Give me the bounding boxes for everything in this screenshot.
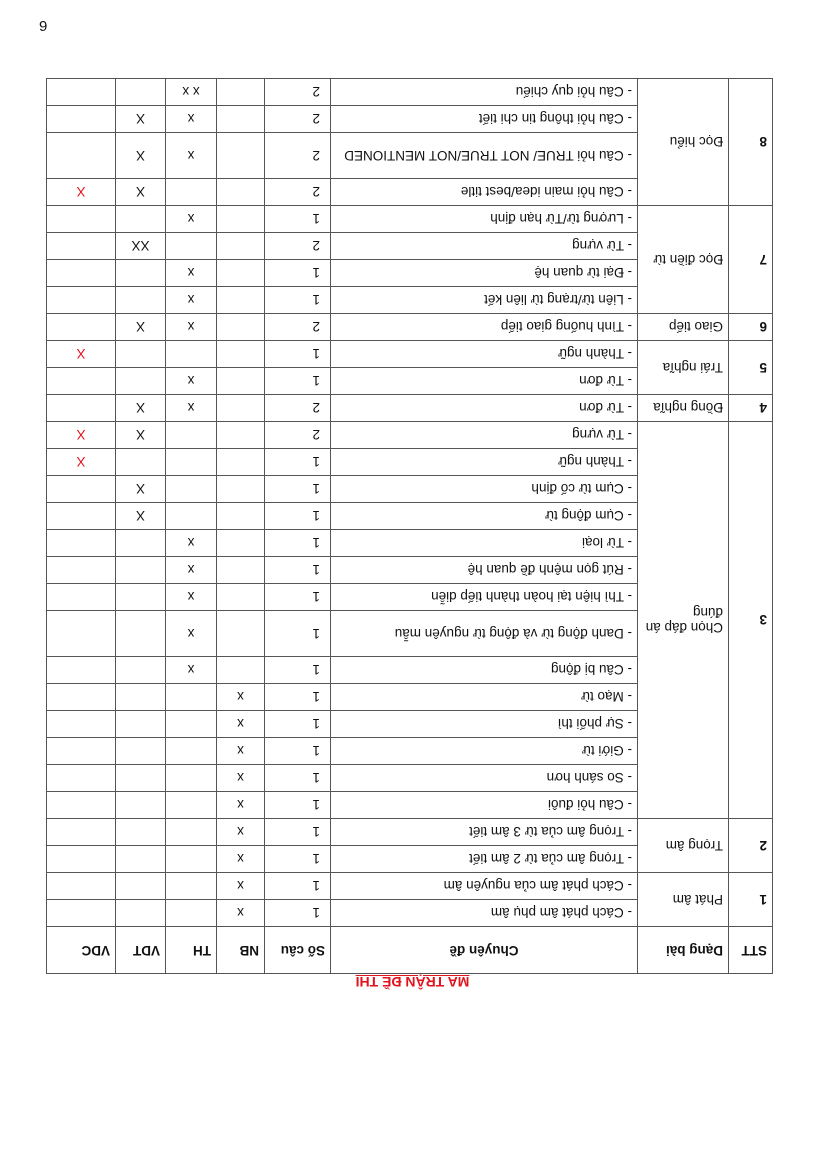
th-mark-cell bbox=[166, 341, 217, 368]
nb-mark-cell bbox=[217, 657, 265, 684]
th-mark-cell: x bbox=[166, 106, 217, 133]
th-mark-cell: x bbox=[166, 314, 217, 341]
th-mark-cell bbox=[166, 846, 217, 873]
vdc-mark-cell bbox=[47, 792, 116, 819]
so-cau-cell: 1 bbox=[265, 611, 331, 657]
vdc-mark-cell bbox=[47, 106, 116, 133]
nb-mark-cell bbox=[217, 133, 265, 179]
dang-bai-cell: Đọc điền từ bbox=[638, 206, 729, 314]
table-body bbox=[47, 79, 773, 927]
so-cau-cell: 1 bbox=[265, 530, 331, 557]
dang-bai-cell: Đọc hiểu bbox=[638, 79, 729, 206]
th-mark-cell: x bbox=[166, 260, 217, 287]
chuyen-de-cell: - Giới từ bbox=[331, 738, 638, 765]
dang-bai-cell: Đồng nghĩa bbox=[638, 395, 729, 422]
vdc-mark-cell bbox=[47, 846, 116, 873]
chuyen-de-cell: - Thành ngữ bbox=[331, 449, 638, 476]
chuyen-de-cell: - Câu hỏi TRUE/ NOT TRUE/NOT MENTIONED bbox=[331, 133, 638, 179]
so-cau-cell: 1 bbox=[265, 846, 331, 873]
nb-mark-cell bbox=[217, 503, 265, 530]
vdc-mark-cell: X bbox=[47, 422, 116, 449]
th-mark-cell: x bbox=[166, 206, 217, 233]
chuyen-de-cell: - Thì hiện tại hoàn thành tiếp diễn bbox=[331, 584, 638, 611]
dang-bai-cell: Trọng âm bbox=[638, 819, 729, 873]
so-cau-cell: 1 bbox=[265, 765, 331, 792]
so-cau-cell: 2 bbox=[265, 79, 331, 106]
so-cau-cell: 2 bbox=[265, 395, 331, 422]
nb-mark-cell bbox=[217, 233, 265, 260]
vdc-mark-cell bbox=[47, 206, 116, 233]
vdc-mark-cell bbox=[47, 530, 116, 557]
nb-mark-cell: x bbox=[217, 792, 265, 819]
so-cau-cell: 2 bbox=[265, 179, 331, 206]
vdc-mark-cell bbox=[47, 287, 116, 314]
page-number: 9 bbox=[39, 18, 48, 35]
chuyen-de-cell: - Trọng âm của từ 2 âm tiết bbox=[331, 846, 638, 873]
chuyen-de-cell: - Câu bị động bbox=[331, 657, 638, 684]
chuyen-de-cell: - Liên từ/trạng từ liên kết bbox=[331, 287, 638, 314]
so-cau-cell: 1 bbox=[265, 260, 331, 287]
vdt-mark-cell bbox=[116, 765, 166, 792]
vdc-mark-cell bbox=[47, 711, 116, 738]
vdc-mark-cell bbox=[47, 611, 116, 657]
table-row bbox=[47, 314, 773, 341]
vdt-mark-cell bbox=[116, 819, 166, 846]
th-mark-cell: x x bbox=[166, 79, 217, 106]
vdt-mark-cell: X bbox=[116, 476, 166, 503]
nb-mark-cell: x bbox=[217, 711, 265, 738]
so-cau-cell: 1 bbox=[265, 873, 331, 900]
header-chuyen-de: Chuyên đề bbox=[331, 927, 638, 974]
chuyen-de-cell: - Từ đơn bbox=[331, 395, 638, 422]
chuyen-de-cell: - Câu hỏi thông tin chi tiết bbox=[331, 106, 638, 133]
so-cau-cell: 1 bbox=[265, 819, 331, 846]
vdt-mark-cell bbox=[116, 449, 166, 476]
th-mark-cell bbox=[166, 765, 217, 792]
so-cau-cell: 1 bbox=[265, 287, 331, 314]
vdt-mark-cell bbox=[116, 684, 166, 711]
chuyen-de-cell: - Trọng âm của từ 3 âm tiết bbox=[331, 819, 638, 846]
th-mark-cell bbox=[166, 422, 217, 449]
nb-mark-cell: x bbox=[217, 873, 265, 900]
vdc-mark-cell bbox=[47, 557, 116, 584]
chuyen-de-cell: - Câu hỏi main idea/best title bbox=[331, 179, 638, 206]
so-cau-cell: 1 bbox=[265, 503, 331, 530]
nb-mark-cell bbox=[217, 395, 265, 422]
stt-cell: 8 bbox=[729, 79, 773, 206]
th-mark-cell bbox=[166, 711, 217, 738]
vdc-mark-cell bbox=[47, 900, 116, 927]
vdc-mark-cell bbox=[47, 368, 116, 395]
th-mark-cell bbox=[166, 738, 217, 765]
so-cau-cell: 1 bbox=[265, 711, 331, 738]
vdt-mark-cell: X bbox=[116, 503, 166, 530]
vdt-mark-cell bbox=[116, 79, 166, 106]
th-mark-cell: x bbox=[166, 287, 217, 314]
header-nb: NB bbox=[217, 927, 265, 974]
stt-cell: 5 bbox=[729, 341, 773, 395]
chuyen-de-cell: - Đại từ quan hệ bbox=[331, 260, 638, 287]
chuyen-de-cell: - Cụm động từ bbox=[331, 503, 638, 530]
th-mark-cell: x bbox=[166, 584, 217, 611]
vdt-mark-cell bbox=[116, 368, 166, 395]
vdt-mark-cell: X bbox=[116, 179, 166, 206]
vdt-mark-cell bbox=[116, 792, 166, 819]
vdc-mark-cell bbox=[47, 738, 116, 765]
chuyen-de-cell: - Câu hỏi đuôi bbox=[331, 792, 638, 819]
header-so-cau: Số câu bbox=[265, 927, 331, 974]
nb-mark-cell bbox=[217, 260, 265, 287]
vdt-mark-cell bbox=[116, 530, 166, 557]
so-cau-cell: 1 bbox=[265, 738, 331, 765]
chuyen-de-cell: - Cách phát âm của nguyên âm bbox=[331, 873, 638, 900]
vdt-mark-cell bbox=[116, 738, 166, 765]
header-vdc: VDC bbox=[47, 927, 116, 974]
vdt-mark-cell bbox=[116, 341, 166, 368]
nb-mark-cell bbox=[217, 179, 265, 206]
vdc-mark-cell bbox=[47, 819, 116, 846]
vdt-mark-cell bbox=[116, 260, 166, 287]
table-row bbox=[47, 846, 773, 873]
vdt-mark-cell: XX bbox=[116, 233, 166, 260]
stt-cell: 2 bbox=[729, 819, 773, 873]
table-row bbox=[47, 792, 773, 819]
so-cau-cell: 2 bbox=[265, 314, 331, 341]
vdt-mark-cell bbox=[116, 846, 166, 873]
vdt-mark-cell bbox=[116, 900, 166, 927]
vdc-mark-cell bbox=[47, 657, 116, 684]
nb-mark-cell bbox=[217, 584, 265, 611]
nb-mark-cell bbox=[217, 368, 265, 395]
th-mark-cell bbox=[166, 873, 217, 900]
so-cau-cell: 2 bbox=[265, 106, 331, 133]
th-mark-cell bbox=[166, 233, 217, 260]
vdc-mark-cell: X bbox=[47, 449, 116, 476]
stt-cell: 1 bbox=[729, 873, 773, 927]
so-cau-cell: 1 bbox=[265, 900, 331, 927]
th-mark-cell bbox=[166, 503, 217, 530]
th-mark-cell: x bbox=[166, 368, 217, 395]
so-cau-cell: 1 bbox=[265, 206, 331, 233]
so-cau-cell: 1 bbox=[265, 584, 331, 611]
th-mark-cell bbox=[166, 900, 217, 927]
vdt-mark-cell: X bbox=[116, 314, 166, 341]
so-cau-cell: 1 bbox=[265, 368, 331, 395]
th-mark-cell bbox=[166, 792, 217, 819]
chuyen-de-cell: - Từ loại bbox=[331, 530, 638, 557]
th-mark-cell: x bbox=[166, 133, 217, 179]
so-cau-cell: 1 bbox=[265, 557, 331, 584]
so-cau-cell: 1 bbox=[265, 449, 331, 476]
table-row bbox=[47, 395, 773, 422]
vdt-mark-cell: X bbox=[116, 106, 166, 133]
nb-mark-cell: x bbox=[217, 900, 265, 927]
so-cau-cell: 1 bbox=[265, 684, 331, 711]
th-mark-cell bbox=[166, 819, 217, 846]
document-title: MA TRẬN ĐỀ THI bbox=[355, 974, 470, 990]
chuyen-de-cell: - Từ vựng bbox=[331, 422, 638, 449]
th-mark-cell bbox=[166, 449, 217, 476]
chuyen-de-cell: - Sự phối thì bbox=[331, 711, 638, 738]
dang-bai-cell: Chọn đáp án đúng bbox=[638, 422, 729, 819]
nb-mark-cell bbox=[217, 106, 265, 133]
nb-mark-cell bbox=[217, 530, 265, 557]
th-mark-cell: x bbox=[166, 395, 217, 422]
th-mark-cell: x bbox=[166, 530, 217, 557]
nb-mark-cell: x bbox=[217, 819, 265, 846]
th-mark-cell bbox=[166, 179, 217, 206]
vdc-mark-cell: X bbox=[47, 341, 116, 368]
chuyen-de-cell: - Từ vựng bbox=[331, 233, 638, 260]
vdc-mark-cell bbox=[47, 476, 116, 503]
dang-bai-cell: Phát âm bbox=[638, 873, 729, 927]
vdt-mark-cell bbox=[116, 287, 166, 314]
chuyen-de-cell: - So sánh hơn bbox=[331, 765, 638, 792]
vdt-mark-cell bbox=[116, 557, 166, 584]
vdc-mark-cell bbox=[47, 314, 116, 341]
so-cau-cell: 1 bbox=[265, 476, 331, 503]
vdt-mark-cell: X bbox=[116, 133, 166, 179]
nb-mark-cell bbox=[217, 341, 265, 368]
header-dang-bai: Dạng bài bbox=[638, 927, 729, 974]
chuyen-de-cell: - Danh động từ và động từ nguyên mẫu bbox=[331, 611, 638, 657]
vdt-mark-cell bbox=[116, 611, 166, 657]
vdt-mark-cell bbox=[116, 584, 166, 611]
th-mark-cell: x bbox=[166, 657, 217, 684]
th-mark-cell: x bbox=[166, 611, 217, 657]
table-header-row bbox=[47, 927, 773, 974]
so-cau-cell: 1 bbox=[265, 341, 331, 368]
stt-cell: 7 bbox=[729, 206, 773, 314]
so-cau-cell: 2 bbox=[265, 133, 331, 179]
nb-mark-cell bbox=[217, 422, 265, 449]
chuyen-de-cell: - Cách phát âm phụ âm bbox=[331, 900, 638, 927]
vdt-mark-cell bbox=[116, 206, 166, 233]
th-mark-cell bbox=[166, 476, 217, 503]
chuyen-de-cell: - Câu hỏi quy chiếu bbox=[331, 79, 638, 106]
nb-mark-cell bbox=[217, 314, 265, 341]
nb-mark-cell: x bbox=[217, 846, 265, 873]
table-row bbox=[47, 287, 773, 314]
nb-mark-cell: x bbox=[217, 738, 265, 765]
th-mark-cell: x bbox=[166, 557, 217, 584]
table-row bbox=[47, 900, 773, 927]
nb-mark-cell: x bbox=[217, 765, 265, 792]
vdc-mark-cell bbox=[47, 79, 116, 106]
nb-mark-cell bbox=[217, 206, 265, 233]
vdc-mark-cell bbox=[47, 133, 116, 179]
nb-mark-cell: x bbox=[217, 684, 265, 711]
vdc-mark-cell bbox=[47, 765, 116, 792]
chuyen-de-cell: - Lượng từ/Từ hạn định bbox=[331, 206, 638, 233]
stt-cell: 4 bbox=[729, 395, 773, 422]
vdc-mark-cell bbox=[47, 584, 116, 611]
chuyen-de-cell: - Mạo từ bbox=[331, 684, 638, 711]
nb-mark-cell bbox=[217, 287, 265, 314]
chuyen-de-cell: - Thành ngữ bbox=[331, 341, 638, 368]
header-stt: STT bbox=[729, 927, 773, 974]
vdc-mark-cell bbox=[47, 260, 116, 287]
chuyen-de-cell: - Rút gọn mệnh đề quan hệ bbox=[331, 557, 638, 584]
so-cau-cell: 1 bbox=[265, 657, 331, 684]
header-vdt: VDT bbox=[116, 927, 166, 974]
dang-bai-cell: Giao tiếp bbox=[638, 314, 729, 341]
table-row bbox=[47, 179, 773, 206]
nb-mark-cell bbox=[217, 557, 265, 584]
nb-mark-cell bbox=[217, 611, 265, 657]
nb-mark-cell bbox=[217, 449, 265, 476]
stt-cell: 6 bbox=[729, 314, 773, 341]
exam-matrix-table bbox=[46, 78, 773, 974]
so-cau-cell: 2 bbox=[265, 233, 331, 260]
vdc-mark-cell: X bbox=[47, 179, 116, 206]
vdc-mark-cell bbox=[47, 503, 116, 530]
stt-cell: 3 bbox=[729, 422, 773, 819]
vdc-mark-cell bbox=[47, 233, 116, 260]
vdt-mark-cell bbox=[116, 711, 166, 738]
vdc-mark-cell bbox=[47, 684, 116, 711]
so-cau-cell: 2 bbox=[265, 422, 331, 449]
nb-mark-cell bbox=[217, 79, 265, 106]
table-row bbox=[47, 368, 773, 395]
vdt-mark-cell bbox=[116, 657, 166, 684]
header-th: TH bbox=[166, 927, 217, 974]
so-cau-cell: 1 bbox=[265, 792, 331, 819]
vdt-mark-cell: X bbox=[116, 422, 166, 449]
chuyen-de-cell: - Từ đơn bbox=[331, 368, 638, 395]
vdc-mark-cell bbox=[47, 873, 116, 900]
th-mark-cell bbox=[166, 684, 217, 711]
nb-mark-cell bbox=[217, 476, 265, 503]
chuyen-de-cell: - Tình huống giao tiếp bbox=[331, 314, 638, 341]
dang-bai-cell: Trái nghĩa bbox=[638, 341, 729, 395]
vdt-mark-cell: X bbox=[116, 395, 166, 422]
vdt-mark-cell bbox=[116, 873, 166, 900]
vdc-mark-cell bbox=[47, 395, 116, 422]
chuyen-de-cell: - Cụm từ cố định bbox=[331, 476, 638, 503]
